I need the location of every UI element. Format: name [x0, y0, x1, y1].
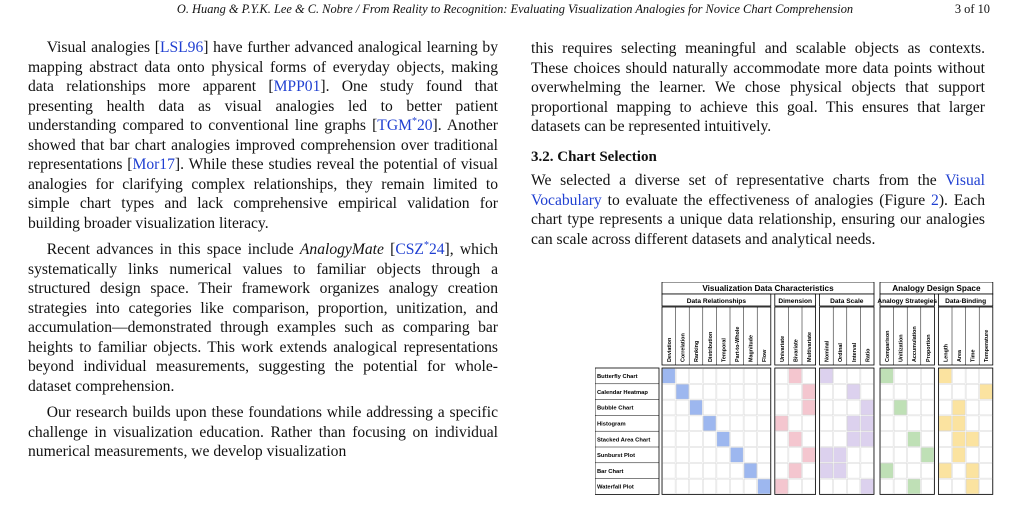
empty-cell: [939, 479, 952, 494]
filled-cell: [744, 463, 757, 478]
row-label: Bubble Chart: [597, 405, 634, 412]
empty-cell: [744, 416, 757, 431]
empty-cell: [663, 448, 676, 463]
empty-cell: [703, 384, 716, 399]
filled-cell: [834, 448, 847, 463]
figure-reference-link[interactable]: 2: [931, 191, 939, 209]
empty-cell: [953, 479, 966, 494]
column-header-label: Interval: [851, 342, 858, 362]
filled-cell: [690, 400, 703, 415]
empty-cell: [690, 416, 703, 431]
row-label: Calendar Heatmap: [597, 389, 648, 396]
empty-cell: [881, 400, 894, 415]
column-header-label: Ratio: [865, 348, 872, 362]
filled-cell: [953, 416, 966, 431]
empty-cell: [663, 479, 676, 494]
column-header-label: Accumulation: [912, 326, 919, 362]
empty-cell: [953, 369, 966, 384]
column-header-label: Temporal: [721, 338, 728, 362]
empty-cell: [980, 432, 993, 447]
filled-cell: [731, 448, 744, 463]
empty-cell: [676, 432, 689, 447]
empty-cell: [939, 400, 952, 415]
empty-cell: [908, 400, 921, 415]
sub-header-label: Data-Binding: [945, 298, 987, 305]
column-header-label: Univariate: [779, 335, 786, 362]
empty-cell: [663, 432, 676, 447]
empty-cell: [676, 479, 689, 494]
filled-cell: [953, 448, 966, 463]
column-header-label: Ranking: [694, 340, 701, 362]
empty-cell: [881, 479, 894, 494]
empty-cell: [908, 448, 921, 463]
empty-cell: [663, 416, 676, 431]
row-label: Sunburst Plot: [597, 453, 635, 460]
empty-cell: [820, 400, 833, 415]
empty-cell: [894, 416, 907, 431]
empty-cell: [731, 416, 744, 431]
empty-cell: [820, 416, 833, 431]
paragraph-continued: this requires selecting meaningful and scalable objects as contexts. These choices should naturally accommodate more data points without overwhelming the learner. We chose physical objects that support proportional mapping to achieve this goal. This ensures that larger datasets can be represented intuitively.: [531, 40, 985, 135]
sub-header-label: Dimension: [778, 298, 813, 305]
column-header-label: Length: [943, 344, 950, 362]
empty-cell: [775, 384, 788, 399]
filled-cell: [861, 400, 874, 415]
empty-cell: [803, 369, 816, 384]
empty-cell: [861, 384, 874, 399]
empty-cell: [966, 400, 979, 415]
citation-link[interactable]: CSZ*24: [395, 239, 445, 258]
empty-cell: [717, 463, 730, 478]
empty-cell: [980, 416, 993, 431]
filled-cell: [980, 384, 993, 399]
empty-cell: [744, 432, 757, 447]
filled-cell: [847, 432, 860, 447]
filled-cell: [861, 432, 874, 447]
empty-cell: [980, 400, 993, 415]
empty-cell: [703, 479, 716, 494]
empty-cell: [921, 463, 934, 478]
empty-cell: [939, 432, 952, 447]
empty-cell: [758, 369, 771, 384]
empty-cell: [731, 384, 744, 399]
visual-vocabulary-link[interactable]: Visual Vocabulary: [531, 172, 985, 209]
empty-cell: [789, 448, 802, 463]
empty-cell: [690, 448, 703, 463]
filled-cell: [834, 463, 847, 478]
empty-cell: [731, 463, 744, 478]
filled-cell: [789, 463, 802, 478]
empty-cell: [921, 479, 934, 494]
empty-cell: [921, 400, 934, 415]
empty-cell: [676, 463, 689, 478]
filled-cell: [847, 416, 860, 431]
filled-cell: [820, 369, 833, 384]
empty-cell: [921, 416, 934, 431]
column-header-label: Correlation: [680, 333, 687, 362]
empty-cell: [731, 479, 744, 494]
empty-cell: [847, 400, 860, 415]
empty-cell: [789, 400, 802, 415]
section-heading: 3.2. Chart Selection: [531, 148, 657, 165]
empty-cell: [676, 448, 689, 463]
filled-cell: [758, 479, 771, 494]
empty-cell: [789, 479, 802, 494]
filled-cell: [966, 432, 979, 447]
filled-cell: [789, 369, 802, 384]
empty-cell: [894, 448, 907, 463]
sub-header-label: Analogy Strategies: [877, 298, 938, 305]
empty-cell: [939, 448, 952, 463]
column-header-label: Temperature: [984, 329, 991, 362]
empty-cell: [690, 369, 703, 384]
filled-cell: [803, 448, 816, 463]
empty-cell: [663, 400, 676, 415]
empty-cell: [847, 369, 860, 384]
empty-cell: [775, 400, 788, 415]
empty-cell: [861, 448, 874, 463]
empty-cell: [820, 432, 833, 447]
empty-cell: [703, 400, 716, 415]
empty-cell: [690, 432, 703, 447]
filled-cell: [847, 384, 860, 399]
filled-cell: [908, 432, 921, 447]
filled-cell: [703, 416, 716, 431]
empty-cell: [731, 432, 744, 447]
empty-cell: [775, 448, 788, 463]
filled-cell: [921, 448, 934, 463]
empty-cell: [881, 432, 894, 447]
paragraph-analogymate: Recent advances in this space include AnalogyMate [CSZ*24], which systematically links numerical values to familiar objects through a structured design space. Their framework organizes analogy creation strategies into categories like comparison, proportion, unitization, and accumulation—demonstrated through examples such as comparing bar heights to familiar objects. This work extends analogical representations beyond individual measurements, suggesting the potential for whole-dataset comprehension.: [28, 239, 499, 395]
empty-cell: [703, 369, 716, 384]
empty-cell: [717, 384, 730, 399]
empty-cell: [717, 369, 730, 384]
empty-cell: [894, 479, 907, 494]
figure-chart-characteristics-table: [595, 282, 1017, 497]
empty-cell: [834, 416, 847, 431]
empty-cell: [758, 400, 771, 415]
empty-cell: [881, 416, 894, 431]
column-header-label: Bivariate: [793, 339, 800, 362]
empty-cell: [861, 463, 874, 478]
empty-cell: [980, 448, 993, 463]
running-header: [40, 2, 990, 22]
empty-cell: [966, 416, 979, 431]
column-header-label: Magnitude: [748, 335, 755, 362]
filled-cell: [717, 432, 730, 447]
empty-cell: [820, 384, 833, 399]
filled-cell: [966, 463, 979, 478]
empty-cell: [663, 463, 676, 478]
empty-cell: [758, 448, 771, 463]
filled-cell: [953, 432, 966, 447]
empty-cell: [758, 432, 771, 447]
empty-cell: [921, 369, 934, 384]
empty-cell: [744, 369, 757, 384]
paragraph-visual-analogies: Visual analogies [LSL96] have further advanced analogical learning by mapping abstract data onto physical forms of everyday objects, making data relationships more apparent [MPP01]. One study found that presenting health data as visual analogies led to better patient understanding compared to conventional line graphs [TGM*20]. Another showed that bar chart analogies improved comprehension over traditional representations [Mor17]. While these studies reveal the potential of visual analogies for clarifying complex relationships, they remain limited to simple chart types and lack comprehensive empirical validation for building broader visualization literacy.: [28, 39, 499, 232]
empty-cell: [717, 400, 730, 415]
empty-cell: [894, 432, 907, 447]
empty-cell: [775, 369, 788, 384]
citation-link[interactable]: LSL96: [159, 39, 204, 56]
empty-cell: [758, 384, 771, 399]
filled-cell: [820, 448, 833, 463]
citation-link[interactable]: Mor17: [132, 156, 175, 173]
empty-cell: [676, 416, 689, 431]
empty-cell: [703, 432, 716, 447]
empty-cell: [847, 479, 860, 494]
page-number: 3 of 10: [954, 2, 990, 16]
empty-cell: [834, 384, 847, 399]
empty-cell: [966, 448, 979, 463]
empty-cell: [834, 432, 847, 447]
column-header-label: Distribution: [707, 331, 714, 362]
empty-cell: [847, 448, 860, 463]
empty-cell: [676, 400, 689, 415]
empty-cell: [744, 400, 757, 415]
column-header-label: Deviation: [667, 337, 673, 362]
sub-header-label: Data Relationships: [686, 298, 747, 305]
empty-cell: [703, 448, 716, 463]
empty-cell: [908, 369, 921, 384]
empty-cell: [834, 479, 847, 494]
filled-cell: [966, 479, 979, 494]
filled-cell: [939, 463, 952, 478]
empty-cell: [921, 384, 934, 399]
left-column: [28, 38, 498, 469]
empty-cell: [953, 384, 966, 399]
filled-cell: [775, 416, 788, 431]
empty-cell: [881, 384, 894, 399]
empty-cell: [894, 369, 907, 384]
empty-cell: [717, 448, 730, 463]
empty-cell: [775, 463, 788, 478]
column-header-label: Area: [957, 350, 963, 362]
citation-link[interactable]: TGM*20: [377, 115, 433, 134]
empty-cell: [980, 479, 993, 494]
empty-cell: [803, 479, 816, 494]
column-header-label: Flow: [762, 349, 769, 362]
column-header-label: Ordinal: [838, 343, 845, 362]
filled-cell: [908, 479, 921, 494]
empty-cell: [744, 448, 757, 463]
empty-cell: [676, 369, 689, 384]
empty-cell: [744, 479, 757, 494]
empty-cell: [789, 416, 802, 431]
empty-cell: [894, 384, 907, 399]
filled-cell: [676, 384, 689, 399]
empty-cell: [803, 463, 816, 478]
empty-cell: [908, 416, 921, 431]
empty-cell: [966, 369, 979, 384]
filled-cell: [861, 479, 874, 494]
filled-cell: [775, 479, 788, 494]
empty-cell: [894, 463, 907, 478]
filled-cell: [663, 369, 676, 384]
running-title: O. Huang & P.Y.K. Lee & C. Nobre / From Reality to Recognition: Evaluating Visualization Analogies for Novice Chart Comprehension: [176, 2, 854, 16]
column-header-label: Multivariate: [807, 332, 813, 362]
empty-cell: [775, 432, 788, 447]
empty-cell: [847, 463, 860, 478]
column-header-label: Proportion: [925, 334, 932, 362]
column-header-label: Time: [970, 349, 977, 362]
filled-cell: [803, 384, 816, 399]
column-header-label: Part-to-Whole: [735, 326, 741, 362]
empty-cell: [703, 463, 716, 478]
empty-cell: [731, 369, 744, 384]
characteristics-matrix: [595, 282, 1017, 497]
group-header-visualization: Visualization Data Characteristics: [702, 284, 834, 293]
filled-cell: [881, 463, 894, 478]
filled-cell: [803, 400, 816, 415]
filled-cell: [789, 432, 802, 447]
paragraph-our-research: Our research builds upon these foundations while addressing a specific challenge in visualization education. Rather than focusing on individual numerical measurements, we develop visualization: [28, 404, 498, 460]
empty-cell: [789, 384, 802, 399]
empty-cell: [820, 479, 833, 494]
row-label: Butterfly Chart: [597, 374, 638, 381]
empty-cell: [663, 384, 676, 399]
empty-cell: [966, 384, 979, 399]
filled-cell: [820, 463, 833, 478]
row-label: Stacked Area Chart: [597, 437, 651, 444]
empty-cell: [939, 384, 952, 399]
empty-cell: [980, 369, 993, 384]
empty-cell: [908, 463, 921, 478]
row-label: Bar Chart: [597, 468, 624, 475]
sub-header-label: Data Scale: [830, 298, 864, 305]
empty-cell: [881, 448, 894, 463]
empty-cell: [731, 400, 744, 415]
empty-cell: [861, 369, 874, 384]
column-header-label: Comparison: [885, 330, 891, 362]
column-header-label: Nominal: [824, 340, 831, 362]
row-label: Histogram: [597, 421, 626, 428]
right-column: [531, 39, 985, 256]
empty-cell: [803, 432, 816, 447]
empty-cell: [690, 479, 703, 494]
column-header-label: Unitization: [898, 334, 905, 362]
empty-cell: [717, 416, 730, 431]
paragraph-chart-selection: We selected a diverse set of representative charts from the Visual Vocabulary to evaluate the effectiveness of analogies (Figure 2). Each chart type represents a unique data relationship, ensuring our analogies can scale across different datasets and analytical needs.: [531, 172, 986, 248]
filled-cell: [939, 416, 952, 431]
empty-cell: [758, 416, 771, 431]
group-header-analogy: Analogy Design Space: [892, 284, 981, 293]
empty-cell: [834, 400, 847, 415]
empty-cell: [758, 463, 771, 478]
empty-cell: [834, 369, 847, 384]
empty-cell: [921, 432, 934, 447]
filled-cell: [894, 400, 907, 415]
citation-link[interactable]: MPP01: [273, 78, 321, 95]
empty-cell: [980, 463, 993, 478]
filled-cell: [881, 369, 894, 384]
empty-cell: [953, 463, 966, 478]
empty-cell: [717, 479, 730, 494]
empty-cell: [803, 416, 816, 431]
empty-cell: [690, 463, 703, 478]
empty-cell: [690, 384, 703, 399]
filled-cell: [939, 369, 952, 384]
empty-cell: [908, 384, 921, 399]
empty-cell: [744, 384, 757, 399]
filled-cell: [861, 416, 874, 431]
row-label: Waterfall Plot: [597, 484, 634, 491]
filled-cell: [953, 400, 966, 415]
